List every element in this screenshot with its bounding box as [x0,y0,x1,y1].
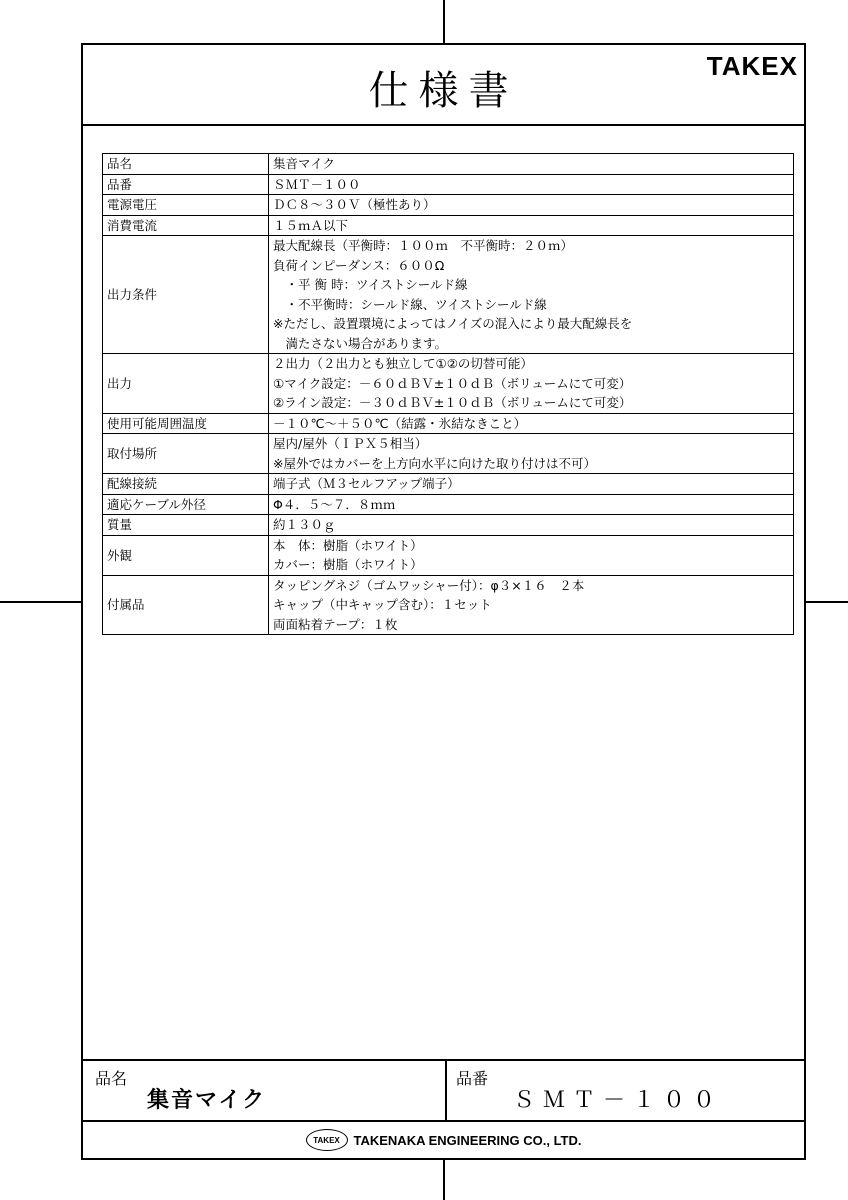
footer-name-label: 品名 [95,1069,128,1088]
title-area [83,45,804,126]
spec-value [269,515,794,536]
crop-mark-bottom [443,1160,445,1200]
spec-value-line: ①マイク設定：－６０ｄＢＶ±１０ｄＢ（ボリュームにて可変） [273,375,632,391]
spec-label: 品名 [103,154,269,175]
spec-row [103,154,794,175]
spec-value-line: ※屋外ではカバーを上方向水平に向けた取り付けは不可） [273,455,596,471]
spec-row [103,535,794,575]
spec-value-line: 両面粘着テープ：１枚 [273,616,398,632]
spec-row [103,215,794,236]
spec-label: 取付場所 [103,434,269,474]
spec-label: 出力条件 [103,236,269,354]
footer-divider [445,1061,447,1120]
spec-table [102,153,794,635]
spec-value [269,236,794,354]
spec-value [269,215,794,236]
footer-name-value: 集音マイク [147,1088,267,1113]
spec-value-line: 満たさない場合があります。 [273,335,448,351]
spec-value-line: １５ｍＡ以下 [273,217,349,233]
spec-value [269,354,794,414]
spec-value-line: ・不平衡時：シールド線、ツイストシールド線 [273,296,547,312]
spec-label: 配線接続 [103,474,269,495]
spec-row [103,474,794,495]
spec-row [103,494,794,515]
company-logo-icon: TAKEX [306,1129,348,1151]
spec-value-line: キャップ（中キャップ含む）：１セット [273,597,492,612]
spec-row [103,515,794,536]
spec-value-line: ・平 衡 時：ツイストシールド線 [273,277,468,292]
spec-value [269,535,794,575]
spec-value-line: ＳＭＴ－１００ [273,176,361,192]
company-footer [83,1122,804,1158]
spec-value [269,174,794,195]
spec-value [269,494,794,515]
spec-value-line: ＤＣ８～３０Ｖ（極性あり） [273,197,436,212]
spec-row [103,174,794,195]
footer-code-value: ＳＭＴ－１００ [513,1088,724,1113]
brand-logo: TAKEX [706,51,798,81]
spec-row [103,575,794,635]
spec-value-line: 約１３０ｇ [273,517,336,532]
spec-value [269,575,794,635]
spec-value-line: 屋内/屋外（ＩＰＸ５相当） [273,436,428,451]
spec-row [103,413,794,434]
footer-product-info [83,1059,804,1122]
spec-label: 出力 [103,354,269,414]
spec-value-line: ２出力（２出力とも独立して①②の切替可能） [273,356,533,371]
spec-value-line: Φ４．５～７．８ｍｍ [273,496,396,512]
spec-value-line: －１０℃～＋５０℃（結露・氷結なきこと） [273,415,527,431]
spec-value-line: 集音マイク [273,156,336,171]
spec-label: 品番 [103,174,269,195]
spec-row [103,434,794,474]
spec-label: 付属品 [103,575,269,635]
spec-label: 外観 [103,535,269,575]
spec-value-line: ②ライン設定：－３０ｄＢＶ±１０ｄＢ（ボリュームにて可変） [273,395,632,410]
spec-row [103,195,794,216]
spec-value-line: ※ただし、設置環境によってはノイズの混入により最大配線長を [273,316,633,331]
crop-mark-right [806,601,848,603]
spec-label: 適応ケーブル外径 [103,494,269,515]
spec-row [103,354,794,414]
spec-value-line: 本 体：樹脂（ホワイト） [273,537,423,553]
spec-label: 電源電圧 [103,195,269,216]
footer-code-label: 品番 [456,1069,489,1088]
spec-value-line: カバー：樹脂（ホワイト） [273,557,423,572]
spec-value [269,474,794,495]
spec-value [269,195,794,216]
spec-label: 質量 [103,515,269,536]
spec-row [103,236,794,354]
spec-value-line: 端子式（Ｍ３セルフアップ端子） [273,476,460,491]
spec-value [269,413,794,434]
spec-value-line: タッピングネジ（ゴムワッシャー付）：φ３×１６ ２本 [273,577,585,593]
spec-label: 消費電流 [103,215,269,236]
crop-mark-top [443,0,445,43]
spec-label: 使用可能周囲温度 [103,413,269,434]
spec-value-line: 最大配線長（平衡時：１００ｍ 不平衡時：２０ｍ） [273,238,574,253]
spec-value [269,434,794,474]
company-name: TAKENAKA ENGINEERING CO., LTD. [353,1132,582,1148]
spec-value [269,154,794,175]
document-frame [81,43,806,1160]
crop-mark-left [0,601,81,603]
spec-value-line: 負荷インピーダンス：６００Ω [273,257,445,273]
document-title: 仕様書 [368,68,519,114]
